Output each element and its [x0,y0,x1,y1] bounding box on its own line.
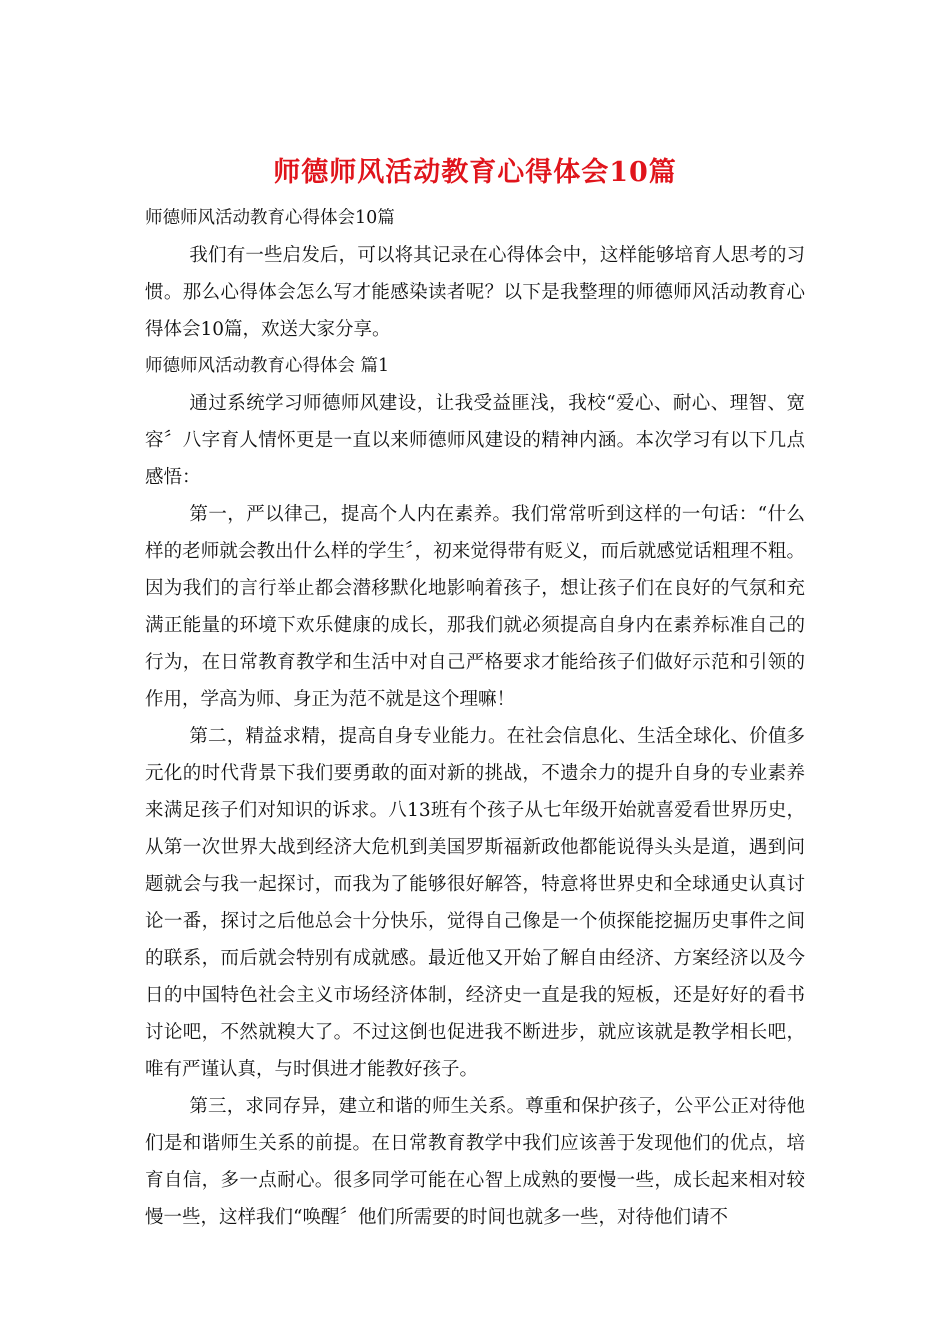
document-title: 师德师风活动教育心得体会10篇 [273,157,677,188]
body-paragraph: 第二，精益求精，提高自身专业能力。在社会信息化、生活全球化、价值多元化的时代背景下我们要勇敢的面对新的挑战，不遗余力的提升自身的专业素养来满足孩子们对知识的诉求。八13班有个孩子从七年级开始就喜爱看世界历史，从第一次世界大战到经济大危机到美国罗斯福新政他都能说得头头是道，遇到问题就会与我一起探讨，而我为了能够很好解答，特意将世界史和全球通史认真讨论一番，探讨之后他总会十分快乐，觉得自己像是一个侦探能挖掘历史事件之间的联系，而后就会特别有成就感。最近他又开始了解自由经济、方案经济以及今日的中国特色社会主义市场经济体制，经济史一直是我的短板，还是好好的看书讨论吧，不然就糗大了。不过这倒也促进我不断进步，就应该就是教学相长吧，唯有严谨认真，与时俱进才能教好孩子。 [145,726,805,1080]
section-heading: 师德师风活动教育心得体会 篇1 [145,356,390,376]
body-paragraph: 第一，严以律己，提高个人内在素养。我们常常听到这样的一句话：“什么样的老师就会教出什么样的学生〞，初来觉得带有贬义，而后就感觉话粗理不粗。因为我们的言行举止都会潜移默化地影响着孩子，想让孩子们在良好的气氛和充满正能量的环境下欢乐健康的成长，那我们就必须提高自身内在素养标准自己的行为，在日常教育教学和生活中对自己严格要求才能给孩子们做好示范和引领的作用，学高为师、身正为范不就是这个理嘛！ [145,504,805,710]
body-paragraph: 通过系统学习师德师风建设，让我受益匪浅，我校“爱心、耐心、理智、宽容〞八字育人情怀更是一直以来师德师风建设的精神内涵。本次学习有以下几点感悟： [145,393,805,488]
intro-paragraph: 我们有一些启发后，可以将其记录在心得体会中，这样能够培育人思考的习惯。那么心得体会怎么写才能感染读者呢？以下是我整理的师德师风活动教育心得体会10篇，欢送大家分享。 [145,245,805,340]
body-paragraph: 第三，求同存异，建立和谐的师生关系。尊重和保护孩子，公平公正对待他们是和谐师生关系的前提。在日常教育教学中我们应该善于发现他们的优点，培育自信，多一点耐心。很多同学可能在心智上成熟的要慢一些，成长起来相对较慢一些，这样我们“唤醒〞他们所需要的时间也就多一些，对待他们请不 [145,1096,805,1228]
document-body [145,200,805,1236]
document-subtitle: 师德师风活动教育心得体会10篇 [145,208,395,228]
